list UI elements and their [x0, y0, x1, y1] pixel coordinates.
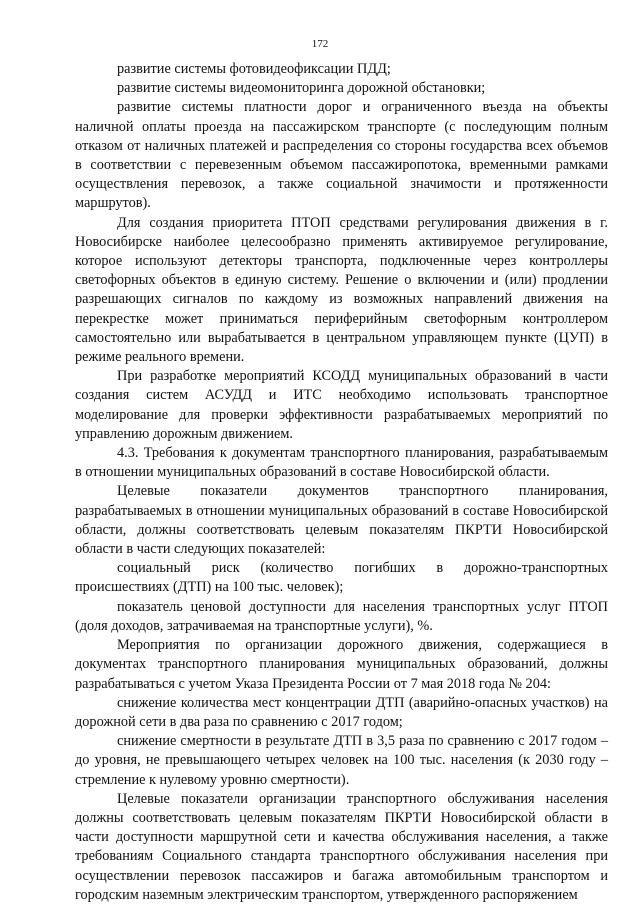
paragraph-13: Целевые показатели организации транспортного обслуживания населения должны соответствовать целевым показателям ПКРТИ Новосибирской области в части доступности маршрутной сети и качества обслуживания населения, а также требованиям Социального стандарта транспортного обслуживания населения при осуществлении перевозок пассажиров и багажа автомобильным транспортом и городским наземным электрическим транспортом, утвержденного распоряжением: [75, 790, 608, 903]
paragraph-8: социальный риск (количество погибших в дорожно-транспортных происшествиях (ДТП) на 100 тыс. человек);: [75, 560, 608, 596]
paragraph-5: При разработке мероприятий КСОДД муниципальных образований в части создания систем АСУДД и ИТС необходимо использовать транспортное моделирование для проверки эффективности разрабатываемых мероприятий по управлению дорожным движением.: [75, 368, 608, 442]
paragraph-9: показатель ценовой доступности для населения транспортных услуг ПТОП (доля доходов, затрачиваемая на транспортные услуги), %.: [75, 598, 608, 634]
paragraph-10: Мероприятия по организации дорожного движения, содержащиеся в документах транспортного планирования муниципальных образований, должны разрабатываться с учетом Указа Президента России от 7 мая 2018 года № 204:: [75, 637, 608, 692]
paragraph-7: Целевые показатели документов транспортного планирования, разрабатываемых в отношении муниципальных образований в составе Новосибирской области, должны соответствовать целевым показателям ПКРТИ Новосибирской области в части следующих показателей:: [75, 483, 608, 558]
paragraph-11: снижение количества мест концентрации ДТП (аварийно-опасных участков) на дорожной сети в два раза по сравнению с 2017 годом;: [75, 694, 608, 730]
section-heading-4-3: 4.3. Требования к документам транспортного планирования, разрабатываемым в отношении муниципальных образований в составе Новосибирской области.: [75, 445, 608, 481]
document-body: [75, 60, 608, 905]
paragraph-12: снижение смертности в результате ДТП в 3,5 раза по сравнению с 2017 годом – до уровня, не превышающего четырех человек на 100 тыс. населения (к 2030 году – стремление к нулевому уровню смертности).: [75, 733, 608, 788]
paragraph-4: Для создания приоритета ПТОП средствами регулирования движения в г. Новосибирске наиболее целесообразно применять активируемое регулирование, которое используют детекторы транспорта, подключенные через контроллеры светофорных объектов в единую систему. Решение о включении и (или) продлении разрешающих сигналов по каждому из возможных направлений движения на перекрестке может приниматься периферийным светофорным контроллером самостоятельно или вырабатывается в центральном управляющем пункте (ЦУП) в режиме реального времени.: [75, 214, 608, 366]
paragraph-1: развитие системы фотовидеофиксации ПДД;: [117, 61, 391, 77]
paragraph-3: развитие системы платности дорог и ограниченного въезда на объекты наличной оплаты проезда на пассажирском транспорте (с последующим полным отказом от наличных платежей и распределения со стороны государства всех объемов в соответствии с перевезенным объемом пассажиропотока, временными рамками осуществления перевозок, а также социальной значимости и протяженности маршрутов).: [75, 99, 608, 212]
paragraph-2: развитие системы видеомониторинга дорожной обстановки;: [117, 80, 486, 97]
page-number: 172: [311, 38, 329, 50]
